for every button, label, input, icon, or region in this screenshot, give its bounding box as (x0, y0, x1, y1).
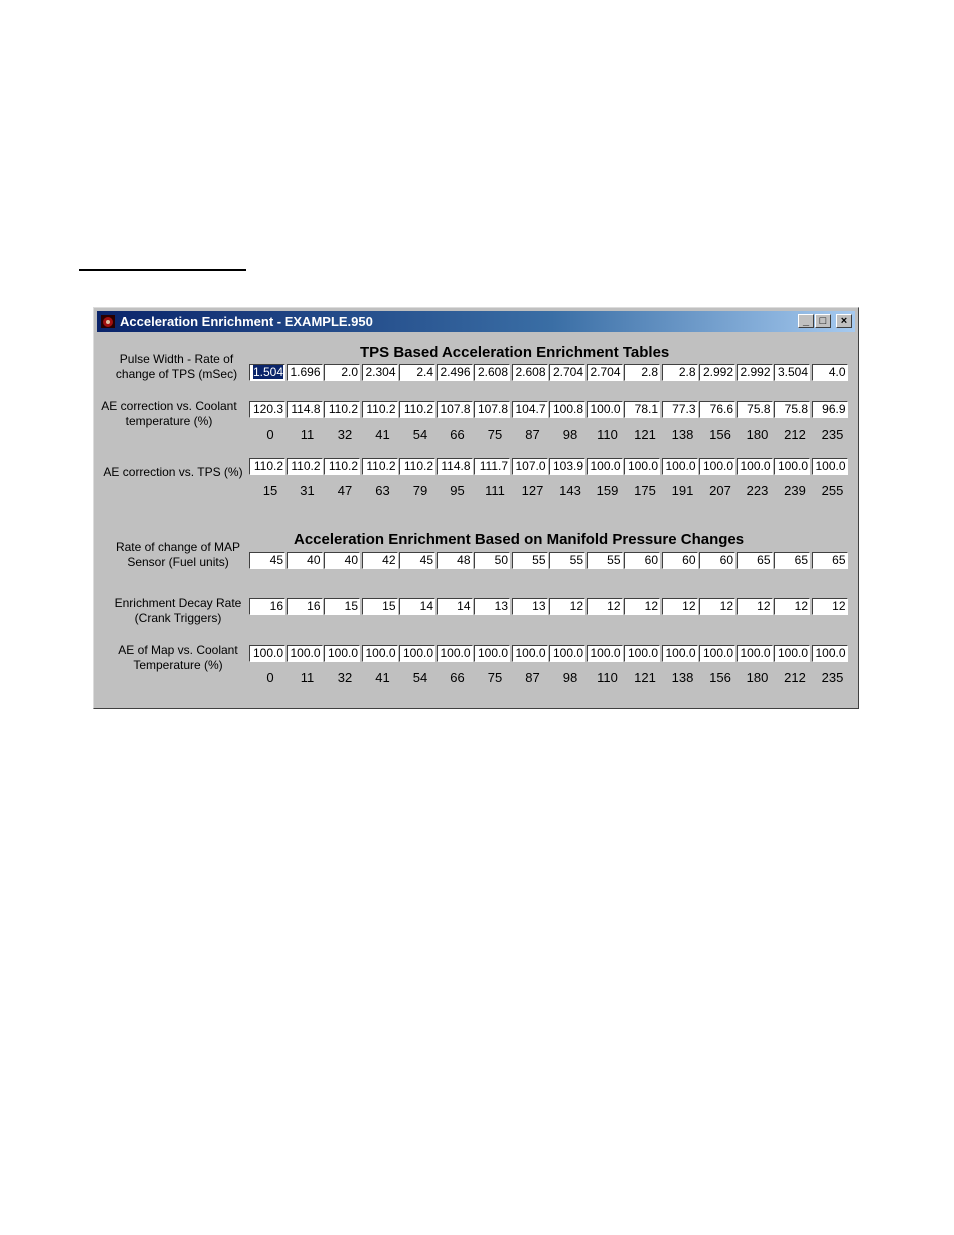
table-cell-input[interactable] (287, 401, 323, 418)
table-cell-input[interactable] (362, 645, 398, 662)
bin-label: 15 (262, 483, 278, 498)
table-cell-value: 12 (607, 599, 621, 613)
table-cell-input[interactable] (437, 458, 473, 475)
bin-label: 235 (821, 427, 844, 442)
table-cell-value: 100.0 (777, 459, 808, 473)
table-cell-input[interactable] (324, 598, 360, 615)
table-cell-value: 100.0 (440, 646, 471, 660)
bin-label: 75 (487, 670, 503, 685)
table-cell-input[interactable] (362, 458, 398, 475)
bin-label: 207 (709, 483, 731, 498)
table-cell-input[interactable] (324, 458, 360, 475)
table-cell-value: 12 (794, 599, 808, 613)
table-cell-value: 100.0 (552, 646, 583, 660)
table-cell-input[interactable] (662, 364, 698, 381)
table-cell-value: 12 (569, 599, 583, 613)
table-cell-value: 104.7 (515, 402, 546, 416)
table-cell-value: 16 (269, 599, 283, 613)
bin-label: 87 (525, 670, 540, 685)
table-cell-input[interactable] (812, 552, 848, 569)
decay-label (108, 596, 248, 626)
bin-label: 0 (266, 427, 274, 442)
window-title: Acceleration Enrichment - EXAMPLE.950 (120, 314, 373, 329)
bin-label: 63 (375, 483, 390, 498)
table-cell-input[interactable] (812, 645, 848, 662)
table-cell-value: 3.504 (777, 365, 808, 379)
table-cell-value: 1.696 (290, 365, 321, 379)
table-cell-value: 65 (832, 553, 846, 567)
table-cell-value: 2.496 (440, 365, 471, 379)
table-cell-value: 100.0 (740, 646, 771, 660)
table-cell-value: 110.2 (366, 402, 396, 416)
table-cell-input[interactable] (737, 401, 773, 418)
bin-label: 138 (671, 427, 694, 442)
table-cell-input[interactable] (287, 458, 323, 475)
table-cell-value: 107.8 (477, 402, 508, 416)
table-cell-input[interactable] (549, 552, 585, 569)
bin-label: 54 (412, 670, 428, 685)
table-cell-input[interactable] (249, 458, 285, 475)
table-cell-value: 76.6 (709, 402, 733, 416)
table-cell-value: 100.0 (402, 646, 433, 660)
table-cell-value: 55 (532, 553, 546, 567)
bin-label: 75 (487, 427, 503, 442)
table-cell-value: 45 (419, 553, 433, 567)
table-cell-input[interactable] (812, 458, 848, 475)
table-cell-input[interactable] (737, 645, 773, 662)
table-cell-value: 15 (344, 599, 358, 613)
tps-section-heading: TPS Based Acceleration Enrichment Tables (360, 344, 670, 361)
bin-label: 87 (525, 427, 540, 442)
table-cell-value: 100.0 (365, 646, 396, 660)
table-cell-value: 100.8 (552, 402, 583, 416)
bin-label: 159 (596, 483, 619, 498)
table-cell-input[interactable] (662, 552, 698, 569)
table-cell-input[interactable] (624, 458, 660, 475)
table-cell-input[interactable] (699, 401, 735, 418)
table-cell-value: 103.9 (552, 459, 583, 473)
table-cell-input[interactable] (399, 598, 435, 615)
maximize-button[interactable] (815, 314, 831, 328)
table-cell-input[interactable] (662, 645, 698, 662)
table-cell-input[interactable] (324, 645, 360, 662)
table-cell-value: 40 (307, 553, 321, 567)
table-cell-input[interactable] (699, 598, 735, 615)
bin-label: 239 (784, 483, 806, 498)
table-cell-input[interactable] (399, 401, 435, 418)
page-underline-rule (79, 269, 246, 271)
table-cell-input[interactable] (587, 364, 623, 381)
table-cell-input[interactable] (287, 364, 323, 381)
bin-label: 121 (634, 670, 656, 685)
table-cell-input[interactable] (399, 364, 435, 381)
bin-label: 110 (597, 670, 618, 685)
pulse-width-label-line2: change of TPS (mSec) (115, 367, 238, 381)
table-cell-value: 100.0 (665, 459, 696, 473)
decay-label-line1: Enrichment Decay Rate (114, 596, 242, 610)
bin-label: 98 (562, 670, 578, 685)
table-cell-value: 50 (494, 553, 508, 567)
bin-label: 66 (450, 670, 465, 685)
table-cell-input[interactable] (437, 598, 473, 615)
table-cell-value: 100.0 (627, 646, 658, 660)
table-cell-value: 2.608 (477, 365, 508, 379)
acceleration-enrichment-window (93, 307, 859, 709)
app-icon (100, 314, 116, 329)
table-cell-input[interactable] (474, 364, 510, 381)
table-cell-input[interactable] (699, 645, 735, 662)
bin-label: 143 (559, 483, 581, 498)
close-button[interactable] (836, 314, 852, 328)
table-cell-input[interactable] (324, 552, 360, 569)
bin-label: 255 (821, 483, 844, 498)
table-cell-value: 55 (607, 553, 621, 567)
table-cell-input[interactable] (812, 401, 848, 418)
table-cell-input[interactable] (474, 401, 510, 418)
table-cell-value: 12 (682, 599, 696, 613)
table-cell-value: 12 (832, 599, 846, 613)
bin-label: 66 (450, 427, 465, 442)
ae-map-coolant-label-line2: Temperature (%) (133, 658, 223, 672)
table-cell-input[interactable] (774, 364, 810, 381)
bin-label: 41 (375, 670, 390, 685)
table-cell-value: 100.0 (290, 646, 321, 660)
minimize-icon: _ (802, 315, 810, 327)
table-cell-value: 12 (644, 599, 658, 613)
table-cell-value: 120.3 (252, 402, 283, 416)
table-cell-input[interactable] (474, 598, 510, 615)
table-cell-input[interactable] (549, 598, 585, 615)
table-cell-input[interactable] (512, 552, 548, 569)
table-cell-value: 2.608 (515, 365, 546, 379)
table-cell-input[interactable] (512, 364, 548, 381)
table-cell-value: 13 (494, 599, 508, 613)
table-cell-input[interactable] (437, 401, 473, 418)
minimize-button[interactable] (798, 314, 814, 328)
table-cell-input[interactable] (512, 645, 548, 662)
table-cell-value: 114.8 (441, 459, 471, 473)
table-cell-value: 107.0 (515, 459, 546, 473)
table-cell-value: 100.0 (665, 646, 696, 660)
table-cell-input[interactable] (362, 364, 398, 381)
table-cell-input[interactable] (662, 401, 698, 418)
table-cell-input[interactable] (287, 552, 323, 569)
table-cell-value: 14 (457, 599, 471, 613)
table-cell-value: 14 (419, 599, 433, 613)
table-cell-value: 107.8 (440, 402, 471, 416)
table-cell-input[interactable] (249, 401, 285, 418)
table-cell-value: 110.2 (403, 459, 433, 473)
table-cell-input[interactable] (624, 401, 660, 418)
bin-label: 0 (266, 670, 274, 685)
table-cell-input[interactable] (699, 364, 735, 381)
ae-map-coolant-label-line1: AE of Map vs. Coolant (118, 643, 238, 657)
table-cell-input[interactable] (812, 598, 848, 615)
table-cell-input[interactable] (362, 598, 398, 615)
bin-label: 98 (562, 427, 578, 442)
table-cell-input[interactable] (249, 364, 285, 381)
table-cell-value: 2.704 (552, 365, 583, 379)
table-cell-input[interactable] (249, 552, 285, 569)
bin-label: 212 (784, 670, 806, 685)
table-cell-value: 65 (794, 553, 808, 567)
table-cell-value: 96.9 (822, 402, 846, 416)
table-cell-value: 60 (719, 553, 733, 567)
ae-coolant-label (96, 399, 242, 429)
table-cell-value: 2.992 (740, 365, 771, 379)
table-cell-value: 100.0 (702, 646, 733, 660)
table-cell-input[interactable] (549, 401, 585, 418)
bin-label: 191 (671, 483, 694, 498)
table-cell-value: 100.0 (702, 459, 733, 473)
table-cell-input[interactable] (399, 645, 435, 662)
table-cell-value: 2.304 (365, 365, 396, 379)
bin-label: 32 (337, 427, 353, 442)
table-cell-input[interactable] (774, 458, 810, 475)
bin-label: 110 (597, 427, 618, 442)
table-cell-input[interactable] (512, 401, 548, 418)
table-cell-input[interactable] (662, 598, 698, 615)
table-cell-input[interactable] (587, 645, 623, 662)
bin-label: 54 (412, 427, 428, 442)
table-cell-value: 4.0 (828, 365, 846, 379)
table-cell-input[interactable] (624, 598, 660, 615)
bin-label: 11 (300, 670, 315, 685)
table-cell-input[interactable] (624, 364, 660, 381)
table-cell-input[interactable] (774, 645, 810, 662)
ae-coolant-label-line1: AE correction vs. Coolant (101, 399, 237, 413)
table-cell-value: 12 (719, 599, 733, 613)
bin-label: 47 (337, 483, 353, 498)
table-cell-value: 45 (269, 553, 283, 567)
title-bar[interactable] (97, 311, 855, 332)
map-section-heading: Acceleration Enrichment Based on Manifold Pressure Changes (294, 531, 745, 548)
table-cell-input[interactable] (362, 401, 398, 418)
table-cell-value: 13 (532, 599, 546, 613)
table-cell-value: 77.3 (672, 402, 696, 416)
table-cell-input[interactable] (474, 645, 510, 662)
bin-label: 31 (300, 483, 315, 498)
table-cell-value: 110.2 (366, 459, 396, 473)
table-cell-value: 15 (382, 599, 396, 613)
bin-label: 11 (300, 427, 315, 442)
table-cell-value: 110.2 (328, 402, 358, 416)
table-cell-value: 1.504 (252, 365, 283, 379)
table-cell-value: 100.0 (515, 646, 546, 660)
table-cell-input[interactable] (362, 552, 398, 569)
table-cell-input[interactable] (287, 598, 323, 615)
bin-label: 111 (485, 483, 505, 498)
table-cell-value: 100.0 (590, 646, 621, 660)
ae-tps-label: AE correction vs. TPS (%) (103, 465, 243, 479)
map-rate-label (108, 540, 248, 570)
table-cell-value: 12 (757, 599, 771, 613)
table-cell-input[interactable] (549, 364, 585, 381)
table-cell-value: 100.0 (590, 459, 621, 473)
table-cell-input[interactable] (549, 458, 585, 475)
table-cell-input[interactable] (587, 552, 623, 569)
table-cell-input[interactable] (324, 364, 360, 381)
table-cell-value: 2.992 (702, 365, 733, 379)
table-cell-input[interactable] (737, 458, 773, 475)
table-cell-value: 100.0 (815, 459, 846, 473)
bin-label: 175 (634, 483, 656, 498)
bin-label: 156 (709, 670, 731, 685)
table-cell-value: 100.0 (252, 646, 283, 660)
pulse-width-label-line1: Pulse Width - Rate of (119, 352, 234, 366)
table-cell-value: 48 (457, 553, 471, 567)
map-rate-label-line1: Rate of change of MAP (115, 540, 241, 554)
table-cell-value: 2.704 (590, 365, 621, 379)
table-cell-input[interactable] (512, 458, 548, 475)
table-cell-input[interactable] (774, 401, 810, 418)
bin-label: 41 (375, 427, 390, 442)
table-cell-input[interactable] (437, 552, 473, 569)
table-cell-value: 100.0 (777, 646, 808, 660)
map-rate-label-line2: Sensor (Fuel units) (127, 555, 229, 569)
table-cell-value: 75.8 (784, 402, 808, 416)
table-cell-value: 111.7 (479, 459, 508, 473)
table-cell-input[interactable] (737, 598, 773, 615)
table-cell-value: 100.0 (740, 459, 771, 473)
bin-label: 180 (746, 670, 769, 685)
table-cell-input[interactable] (587, 598, 623, 615)
table-cell-value: 110.2 (403, 402, 433, 416)
maximize-icon: □ (819, 315, 827, 327)
table-cell-value: 100.0 (477, 646, 508, 660)
bin-label: 180 (746, 427, 769, 442)
bin-label: 235 (821, 670, 844, 685)
table-cell-value: 110.2 (328, 459, 358, 473)
ae-coolant-label-line2: temperature (%) (125, 414, 213, 428)
table-cell-input[interactable] (549, 645, 585, 662)
table-cell-value: 65 (757, 553, 771, 567)
table-cell-value: 78.1 (634, 402, 658, 416)
bin-label: 32 (337, 670, 353, 685)
table-cell-value: 75.8 (747, 402, 771, 416)
table-cell-value: 16 (307, 599, 321, 613)
table-cell-input[interactable] (437, 364, 473, 381)
bin-label: 212 (784, 427, 806, 442)
table-cell-value: 60 (682, 553, 696, 567)
table-cell-input[interactable] (512, 598, 548, 615)
close-icon: × (840, 315, 848, 327)
table-cell-input[interactable] (737, 364, 773, 381)
table-cell-input[interactable] (437, 645, 473, 662)
ae-map-coolant-label (108, 643, 248, 673)
bin-label: 127 (521, 483, 544, 498)
table-cell-input[interactable] (624, 552, 660, 569)
table-cell-input[interactable] (587, 401, 623, 418)
table-cell-input[interactable] (774, 552, 810, 569)
table-cell-input[interactable] (249, 645, 285, 662)
table-cell-input[interactable] (812, 364, 848, 381)
table-cell-value: 2.8 (678, 365, 696, 379)
table-cell-value: 114.8 (291, 402, 321, 416)
bin-label: 156 (709, 427, 731, 442)
table-cell-value: 100.0 (627, 459, 658, 473)
table-cell-input[interactable] (287, 645, 323, 662)
bin-label: 95 (450, 483, 465, 498)
table-cell-value: 2.8 (641, 365, 658, 379)
table-cell-input[interactable] (474, 458, 510, 475)
table-cell-input[interactable] (399, 552, 435, 569)
bin-label: 79 (412, 483, 428, 498)
table-cell-value: 110.2 (291, 459, 321, 473)
table-cell-input[interactable] (699, 458, 735, 475)
table-cell-value: 60 (644, 553, 658, 567)
table-cell-input[interactable] (587, 458, 623, 475)
table-cell-input[interactable] (662, 458, 698, 475)
table-cell-input[interactable] (324, 401, 360, 418)
table-cell-input[interactable] (774, 598, 810, 615)
table-cell-value: 55 (569, 553, 583, 567)
decay-label-line2: (Crank Triggers) (134, 611, 222, 625)
bin-label: 121 (634, 427, 656, 442)
table-cell-input[interactable] (249, 598, 285, 615)
table-cell-value: 2.0 (341, 365, 358, 379)
table-cell-input[interactable] (474, 552, 510, 569)
table-cell-value: 42 (382, 553, 396, 567)
table-cell-value: 40 (344, 553, 358, 567)
table-cell-value: 2.4 (416, 365, 433, 379)
table-cell-input[interactable] (624, 645, 660, 662)
table-cell-input[interactable] (699, 552, 735, 569)
table-cell-value: 100.0 (327, 646, 358, 660)
table-cell-value: 100.0 (815, 646, 846, 660)
table-cell-input[interactable] (737, 552, 773, 569)
table-cell-value: 110.2 (253, 459, 283, 473)
bin-label: 138 (671, 670, 694, 685)
bin-label: 223 (746, 483, 769, 498)
table-cell-value: 100.0 (590, 402, 621, 416)
table-cell-input[interactable] (399, 458, 435, 475)
pulse-width-label (104, 352, 249, 382)
